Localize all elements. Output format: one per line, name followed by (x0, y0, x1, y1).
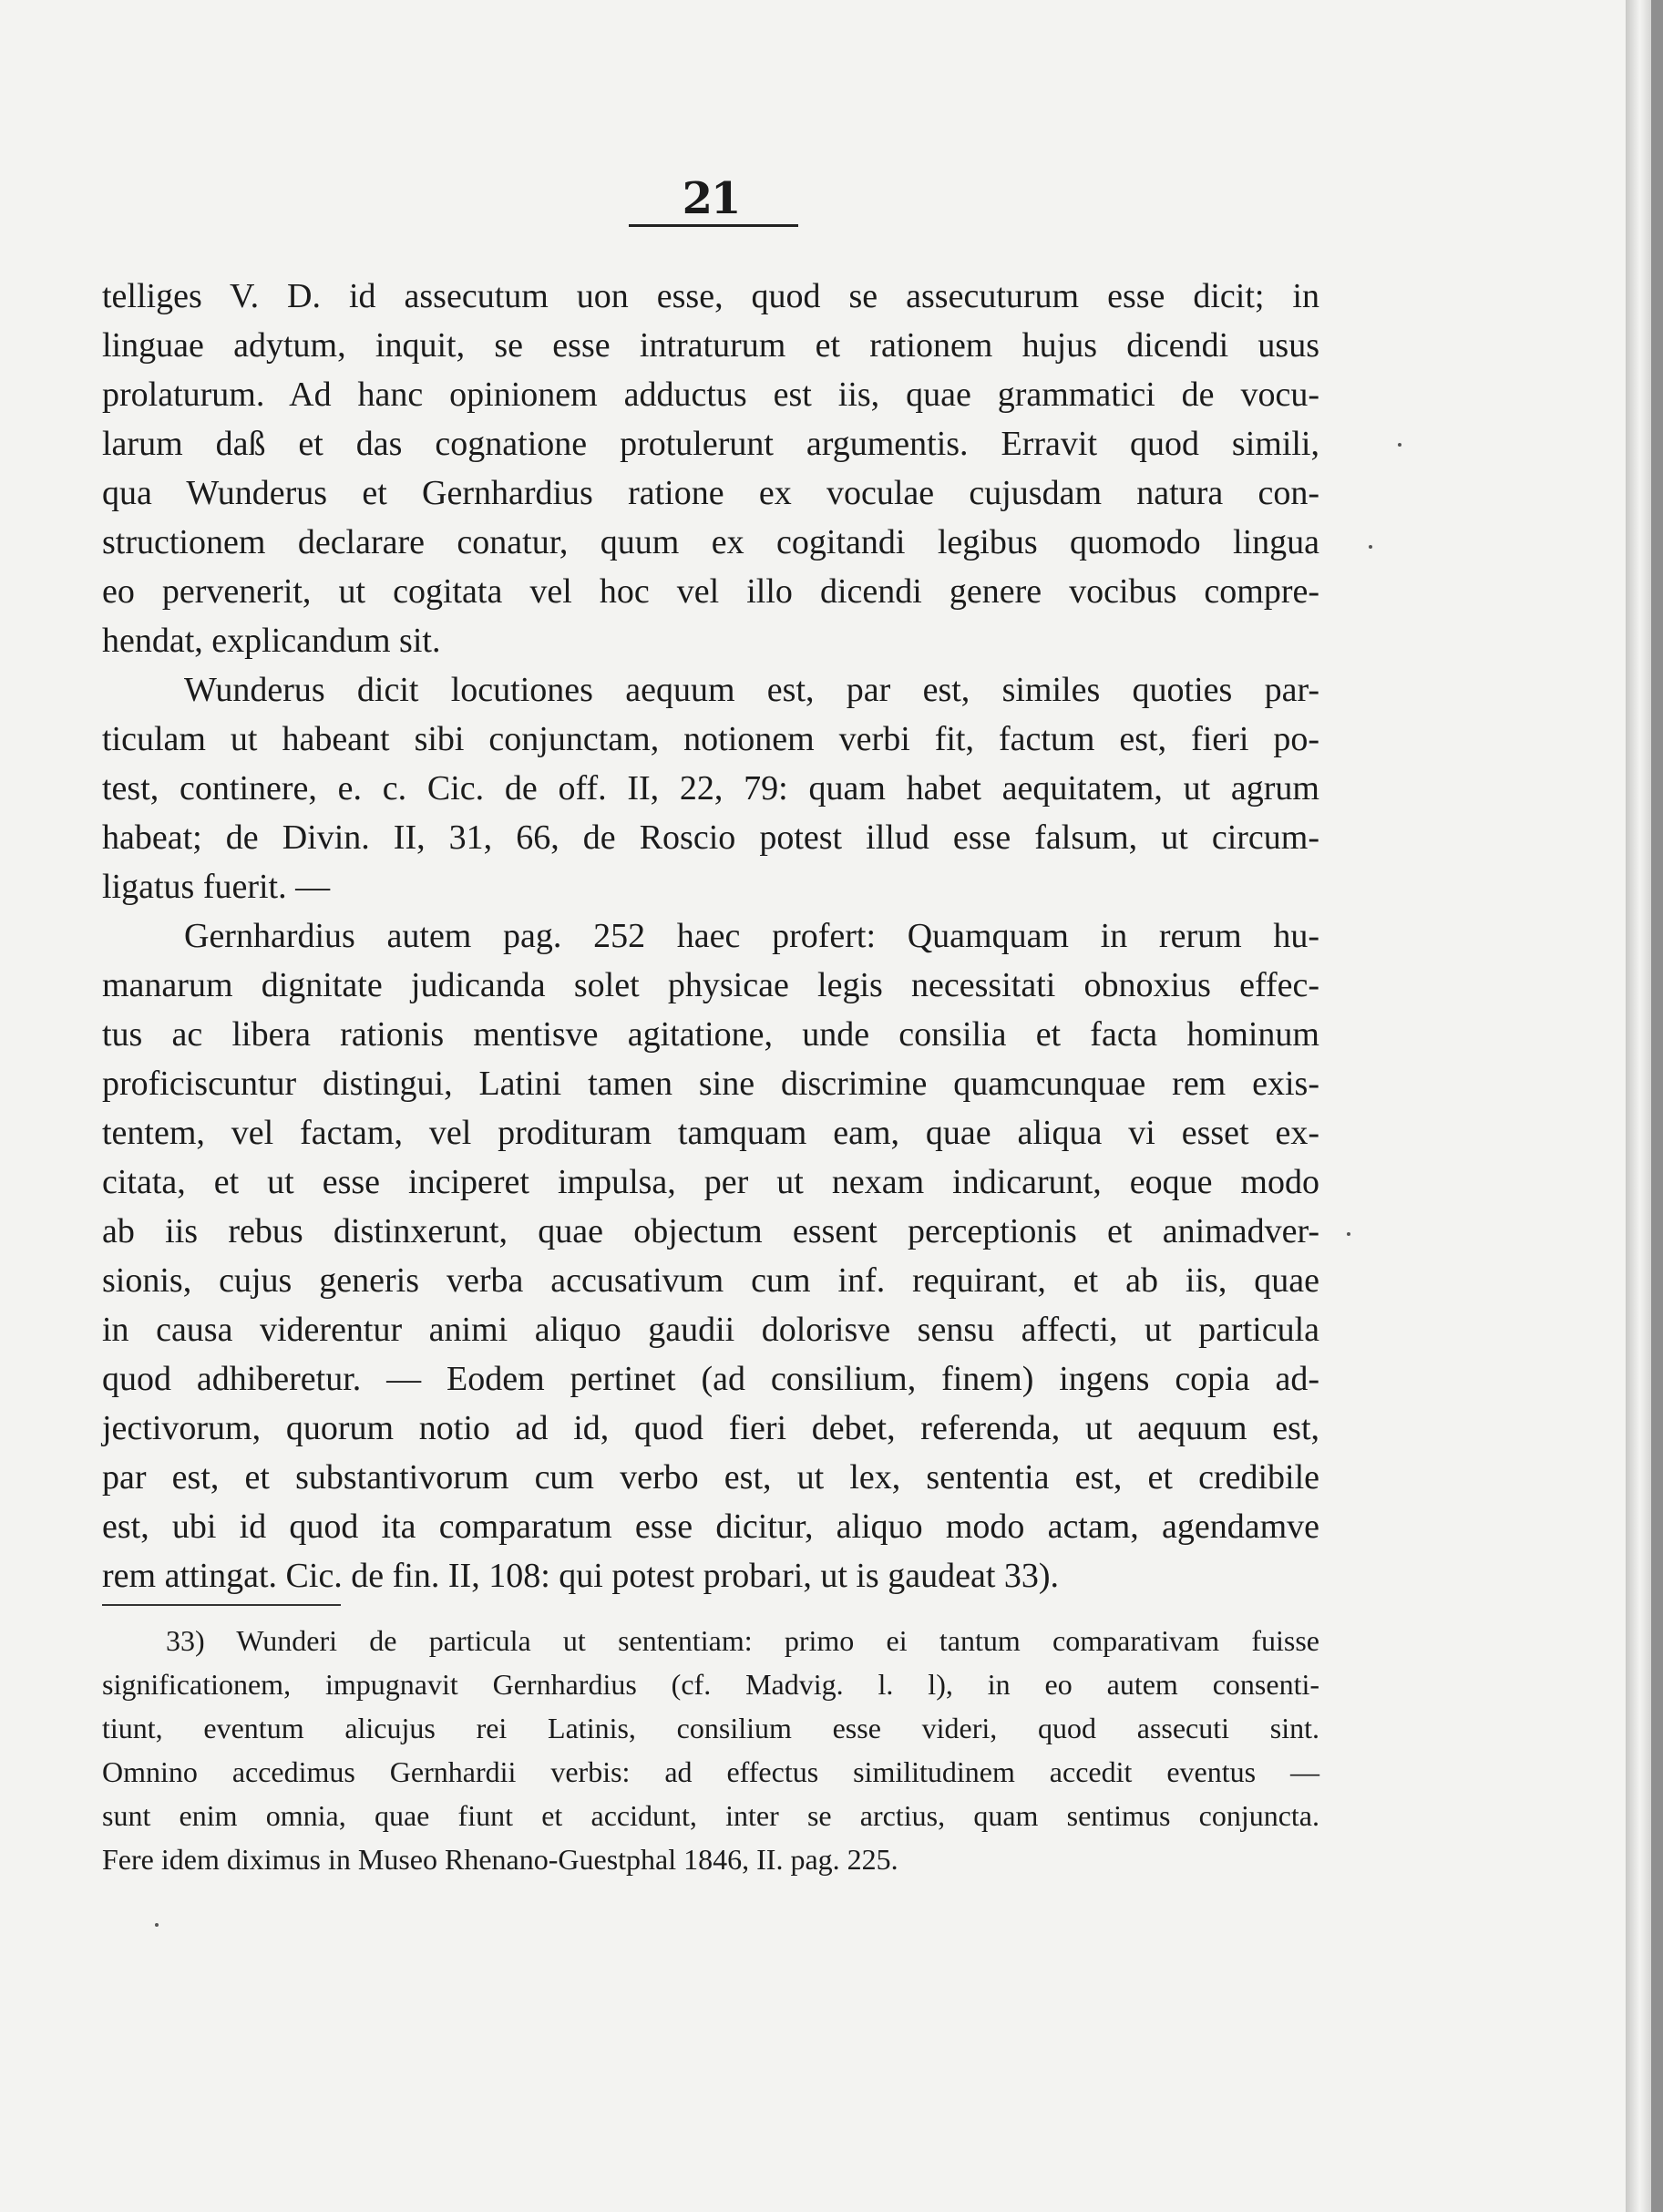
text-line: Gernhardius autem pag. 252 haec profert: Quamquam in rerum hu- (184, 917, 1319, 955)
footnotes (102, 1619, 1319, 1881)
text-line: jectivorum, quorum notio ad id, quod fieri debet, referenda, ut aequum est, (102, 1409, 1319, 1447)
footnote-line: sunt enim omnia, quae fiunt et accidunt, inter se arctius, quam sentimus conjuncta. (102, 1799, 1319, 1832)
text-line: eo pervenerit, ut cogitata vel hoc vel illo dicendi genere vocibus compre- (102, 572, 1319, 611)
page-number: 21 (682, 173, 740, 224)
text-line: structionem declarare conatur, quum ex cogitandi legibus quomodo lingua (102, 523, 1319, 561)
text-line: ticulam ut habeant sibi conjunctam, notionem verbi fit, factum est, fieri po- (102, 720, 1319, 758)
text-line: ligatus fuerit. — (102, 868, 331, 906)
footnote-line: significationem, impugnavit Gernhardius (cf. Madvig. l. l), in eo autem consenti- (102, 1668, 1319, 1701)
footnote-line: Omnino accedimus Gernhardii verbis: ad effectus similitudinem accedit eventus — (102, 1755, 1319, 1788)
text-line: sionis, cujus generis verba accusativum cum inf. requirant, et ab iis, quae (102, 1261, 1319, 1300)
footnote-line: 33) Wunderi de particula ut sententiam: primo ei tantum comparativam fuisse (166, 1624, 1319, 1657)
text-line: tentem, vel factam, vel prodituram tamquam eam, quae aliqua vi esset ex- (102, 1114, 1319, 1152)
main-text (102, 272, 1319, 1600)
text-line: tus ac libera rationis mentisve agitatione, unde consilia et facta hominum (102, 1015, 1319, 1054)
text-line: telliges V. D. id assecutum uon esse, quod se assecuturum esse dicit; in (102, 277, 1319, 315)
print-speck (1347, 1232, 1350, 1236)
footnote-separator (102, 1604, 341, 1606)
text-line: hendat, explicandum sit. (102, 622, 441, 660)
text-line: in causa viderentur animi aliquo gaudii dolorisve sensu affecti, ut particula (102, 1311, 1319, 1349)
text-line: larum daß et das cognatione protulerunt argumentis. Erravit quod simili, (102, 425, 1319, 463)
page-number-rule (629, 224, 798, 227)
text-line: test, continere, e. c. Cic. de off. II, 22, 79: quam habet aequitatem, ut agrum (102, 769, 1319, 808)
footnote-line: tiunt, eventum alicujus rei Latinis, consilium esse videri, quod assecuti sint. (102, 1712, 1319, 1744)
text-line: par est, et substantivorum cum verbo est, ut lex, sententia est, et credibile (102, 1458, 1319, 1497)
print-speck (155, 1923, 159, 1927)
text-line: linguae adytum, inquit, se esse intraturum et rationem hujus dicendi usus (102, 326, 1319, 365)
text-line: prolaturum. Ad hanc opinionem adductus est iis, quae grammatici de vocu- (102, 376, 1319, 414)
text-line: est, ubi id quod ita comparatum esse dicitur, aliquo modo actam, agendamve (102, 1507, 1319, 1546)
text-line: rem attingat. Cic. de fin. II, 108: qui potest probari, ut is gaudeat 33). (102, 1557, 1060, 1595)
text-line: qua Wunderus et Gernhardius ratione ex voculae cujusdam natura con- (102, 474, 1319, 512)
text-line: manarum dignitate judicanda solet physicae legis necessitati obnoxius effec- (102, 966, 1319, 1004)
text-line: ab iis rebus distinxerunt, quae objectum essent perceptionis et animadver- (102, 1212, 1319, 1250)
page-edge-shadow (1626, 0, 1649, 2212)
text-line: citata, et ut esse inciperet impulsa, per ut nexam indicarunt, eoque modo (102, 1163, 1319, 1201)
text-line: Wunderus dicit locutiones aequum est, par est, similes quoties par- (184, 671, 1319, 709)
text-line: habeat; de Divin. II, 31, 66, de Roscio potest illud esse falsum, ut circum- (102, 818, 1319, 857)
print-speck (1398, 443, 1401, 447)
footnote-line: Fere idem diximus in Museo Rhenano-Guestphal 1846, II. pag. 225. (102, 1843, 898, 1876)
print-speck (1369, 545, 1372, 549)
text-line: proficiscuntur distingui, Latini tamen sine discrimine quamcunquae rem exis- (102, 1065, 1319, 1103)
text-line: quod adhiberetur. — Eodem pertinet (ad consilium, finem) ingens copia ad- (102, 1360, 1319, 1398)
